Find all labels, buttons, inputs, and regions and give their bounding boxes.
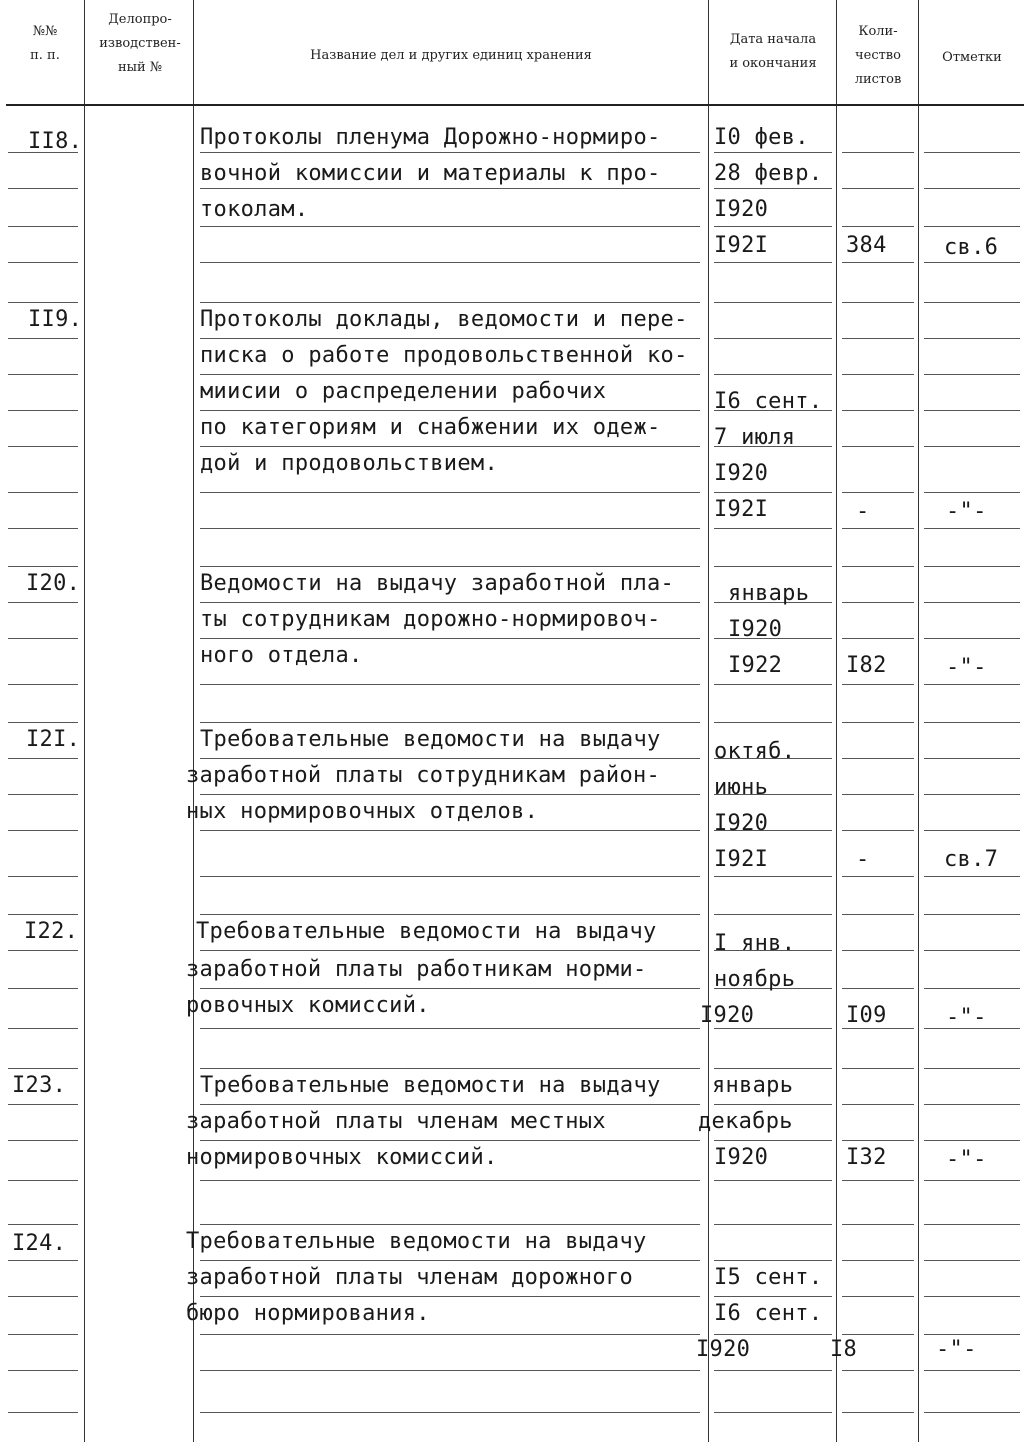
entry-date: июнь [714,775,769,800]
entry-title-line: заработной платы членам дорожного [186,1265,633,1290]
entry-number: II8. [28,129,83,154]
row-rule [842,566,914,567]
column-rule [708,0,709,1442]
row-rule [924,1224,1020,1225]
entry-date: январь [728,581,810,606]
entry-sheet-count: - [856,499,870,524]
entry-note: св.7 [944,847,999,872]
row-rule [8,876,78,877]
entry-date: декабрь [698,1109,793,1134]
row-rule [924,374,1020,375]
row-rule [842,302,914,303]
row-rule [200,830,700,831]
row-rule [842,1224,914,1225]
row-rule [842,492,914,493]
row-rule [8,528,78,529]
column-rule [836,0,837,1442]
row-rule [924,722,1020,723]
entry-title-line: Требовательные ведомости на выдачу [200,727,661,752]
entry-date: I920 [714,461,769,486]
row-rule [714,684,832,685]
row-rule [714,1412,832,1413]
row-rule [924,758,1020,759]
entry-sheet-count: I8 [830,1337,858,1362]
entry-date: I0 фев. [714,125,809,150]
row-rule [8,684,78,685]
row-rule [714,374,832,375]
row-rule [842,374,914,375]
row-rule [924,794,1020,795]
row-rule [8,1180,78,1181]
entry-number: I23. [12,1073,67,1098]
entry-title-line: Ведомости на выдачу заработной пла- [200,571,675,596]
row-rule [8,338,78,339]
entry-date: I6 сент. [714,389,823,414]
row-rule [924,446,1020,447]
row-rule [714,914,832,915]
row-rule [714,566,832,567]
entry-note: -"- [936,1337,977,1362]
row-rule [200,950,700,951]
entry-title-line: Требовательные ведомости на выдачу [196,919,657,944]
entry-title-line: бюро нормирования. [186,1301,430,1326]
row-rule [924,410,1020,411]
row-rule [714,1224,832,1225]
row-rule [8,374,78,375]
row-rule [714,302,832,303]
row-rule [8,1296,78,1297]
row-rule [842,1180,914,1181]
row-rule [8,950,78,951]
row-rule [8,1104,78,1105]
row-rule [842,1104,914,1105]
entry-title-line: заработной платы работникам норми- [186,957,647,982]
entry-date: I920 [700,1003,755,1028]
entry-title-line: ровочных комиссий. [186,993,430,1018]
row-rule [842,758,914,759]
header-underline [6,104,1024,106]
row-rule [200,876,700,877]
column-rule [918,0,919,1442]
row-rule [8,1334,78,1335]
row-rule [924,1140,1020,1141]
row-rule [924,638,1020,639]
entry-sheet-count: I32 [846,1145,887,1170]
entry-note: -"- [946,1005,987,1030]
entry-date: I92I [714,233,769,258]
row-rule [200,1180,700,1181]
row-rule [842,684,914,685]
row-rule [842,914,914,915]
entry-date: январь [712,1073,794,1098]
header-dates-column: Дата начала и окончания [729,32,817,71]
row-rule [842,152,914,153]
entry-title-line: Протоколы доклады, ведомости и пере- [200,307,688,332]
entry-date: I янв. [714,931,796,956]
row-rule [200,1334,700,1335]
entry-date: I6 сент. [714,1301,823,1326]
row-rule [842,226,914,227]
entry-number: I20. [26,571,81,596]
column-rule [84,0,85,1442]
entry-date: I5 сент. [714,1265,823,1290]
row-rule [842,950,914,951]
row-rule [200,1412,700,1413]
header-sheets-column: Коли- чество листов [854,24,902,87]
entry-date: I92I [714,497,769,522]
row-rule [200,1370,700,1371]
row-rule [8,1028,78,1029]
entry-date: 7 июля [714,425,796,450]
row-rule [714,722,832,723]
row-rule [924,602,1020,603]
entry-number: I22. [24,919,79,944]
row-rule [842,338,914,339]
row-rule [8,226,78,227]
row-rule [842,830,914,831]
row-rule [842,988,914,989]
row-rule [714,528,832,529]
entry-title-line: Требовательные ведомости на выдачу [186,1229,647,1254]
row-rule [200,1028,700,1029]
entry-title-line: заработной платы членам местных [186,1109,606,1134]
row-rule [924,1068,1020,1069]
entry-note: -"- [946,655,987,680]
row-rule [924,1104,1020,1105]
row-rule [200,684,700,685]
entry-title-line: токолам. [200,197,309,222]
row-rule [714,1180,832,1181]
row-rule [842,1412,914,1413]
entry-title-line: ных нормировочных отделов. [186,799,539,824]
row-rule [8,492,78,493]
row-rule [842,602,914,603]
row-rule [842,528,914,529]
row-rule [842,1068,914,1069]
row-rule [842,410,914,411]
entry-title-line: дой и продовольствием. [200,451,498,476]
entry-date: I920 [728,617,783,642]
row-rule [714,338,832,339]
row-rule [8,446,78,447]
row-rule [924,1296,1020,1297]
row-rule [842,794,914,795]
row-rule [8,758,78,759]
row-rule [8,1224,78,1225]
entry-number: II9. [28,307,83,332]
row-rule [842,722,914,723]
entry-sheet-count: 384 [846,233,887,258]
row-rule [200,528,700,529]
row-rule [200,492,700,493]
row-rule [200,262,700,263]
row-rule [842,638,914,639]
entry-date: I922 [728,653,783,678]
row-rule [8,1412,78,1413]
row-rule [8,1370,78,1371]
row-rule [924,1180,1020,1181]
row-rule [8,988,78,989]
entry-title-line: по категориям и снабжении их одеж- [200,415,661,440]
row-rule [842,446,914,447]
row-rule [924,188,1020,189]
row-rule [842,1296,914,1297]
row-rule [924,1260,1020,1261]
row-rule [924,830,1020,831]
entry-number: I24. [12,1231,67,1256]
row-rule [924,566,1020,567]
header-notes-column: Отметки [942,50,1002,65]
row-rule [714,1370,832,1371]
row-rule [8,188,78,189]
entry-note: -"- [946,1147,987,1172]
entry-title-line: Протоколы пленума Дорожно-нормиро- [200,125,661,150]
entry-title-line: вочной комиссии и материалы к про- [200,161,661,186]
entry-date: I920 [714,197,769,222]
entry-date: I920 [714,1145,769,1170]
row-rule [924,914,1020,915]
row-rule [924,226,1020,227]
row-rule [8,410,78,411]
row-rule [8,830,78,831]
entry-date: I920 [696,1337,751,1362]
row-rule [924,152,1020,153]
entry-sheet-count: I82 [846,653,887,678]
entry-title-line: ного отдела. [200,643,363,668]
header-title-column: Название дел и других единиц хранения [310,48,592,63]
row-rule [842,1260,914,1261]
entry-note: -"- [946,499,987,524]
row-rule [8,602,78,603]
entry-title-line: заработной платы сотрудникам район- [186,763,661,788]
entry-date: I920 [714,811,769,836]
entry-date: 28 февр. [714,161,823,186]
entry-date: октяб. [714,739,796,764]
row-rule [924,302,1020,303]
entry-note: св.6 [944,235,999,260]
row-rule [924,1370,1020,1371]
row-rule [924,988,1020,989]
header-office-number-column: Делопро- изводствен- ный № [99,12,181,75]
entry-date: ноябрь [714,967,796,992]
header-number-column: №№ п. п. [30,24,60,63]
entry-title-line: нормировочных комиссий. [186,1145,498,1170]
entry-number: I2I. [26,727,81,752]
row-rule [924,950,1020,951]
entry-sheet-count: - [856,847,870,872]
row-rule [924,492,1020,493]
row-rule [924,338,1020,339]
row-rule [8,1140,78,1141]
row-rule [842,1370,914,1371]
row-rule [924,1412,1020,1413]
row-rule [8,638,78,639]
entry-title-line: Требовательные ведомости на выдачу [200,1073,661,1098]
row-rule [8,262,78,263]
entry-title-line: писка о работе продовольственной ко- [200,343,688,368]
entry-title-line: ты сотрудникам дорожно-нормировоч- [200,607,661,632]
entry-date: I92I [714,847,769,872]
row-rule [8,794,78,795]
entry-sheet-count: I09 [846,1003,887,1028]
entry-title-line: миисии о распределении рабочих [200,379,607,404]
row-rule [842,188,914,189]
row-rule [842,876,914,877]
